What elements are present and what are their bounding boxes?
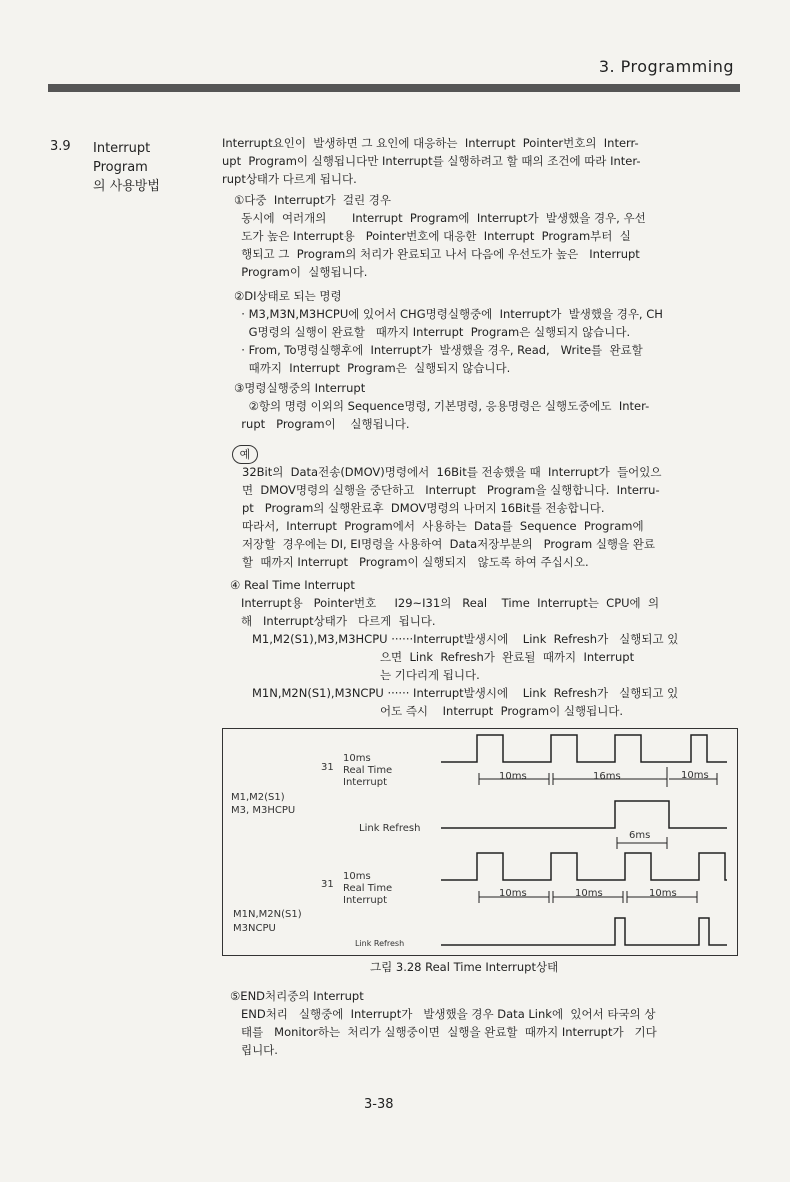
cpu-label: M3NCPU	[233, 923, 276, 934]
section-number: 3.9	[50, 139, 71, 154]
text-line: ②DI상태로 되는 명령	[234, 289, 342, 303]
text-line: G명령의 실행이 완료할 때까지 Interrupt Program은 실행되지 않습니다.	[234, 325, 631, 339]
section-title	[93, 139, 160, 196]
interval-label: 10ms	[575, 888, 603, 899]
link-refresh-label: Link Refresh	[359, 823, 421, 834]
paragraph	[242, 463, 662, 571]
text-line: 저장할 경우에는 DI, EI명령을 사용하여 Data저장부분의 Program 실행을 완료	[242, 537, 656, 551]
text-line: 때까지 Interrupt Program은 실행되지 않습니다.	[234, 361, 511, 375]
link-refresh-waveform	[441, 801, 727, 828]
text-line: · M3,M3N,M3HCPU에 있어서 CHG명령실행중에 Interrupt가 발생했을 경우, CH	[234, 307, 663, 321]
interrupt-waveform	[441, 853, 727, 880]
text-line: 립니다.	[230, 1043, 278, 1057]
cpu-label: M3, M3HCPU	[231, 805, 296, 816]
timing-figure	[222, 728, 738, 956]
signal-label: Interrupt	[343, 895, 388, 906]
signal-label: 10ms	[343, 871, 371, 882]
text-line: ④ Real Time Interrupt	[230, 578, 355, 592]
text-line: · From, To명령실행후에 Interrupt가 발생했을 경우, Read, Write를 완료할	[234, 343, 643, 357]
interval-label: 10ms	[681, 770, 709, 781]
text-line: 32Bit의 Data전송(DMOV)명령에서 16Bit를 전송했을 때 Interrupt가 들어있으	[242, 465, 662, 479]
paragraph	[234, 191, 646, 281]
paragraph	[252, 684, 678, 720]
signal-label: Real Time	[343, 883, 393, 894]
cpu-label: M1N,M2N(S1)	[233, 909, 302, 920]
text-line: pt Program의 실행완료후 DMOV명령의 나머지 16Bit를 전송합니다.	[242, 501, 605, 515]
text-line: 동시에 여러개의 Interrupt Program에 Interrupt가 발생했을 경우, 우선	[234, 211, 646, 225]
text-line: ③명령실행중의 Interrupt	[234, 381, 366, 395]
text-line: ②항의 명령 이외의 Sequence명령, 기본명령, 응용명령은 실행도중에도 Inter-	[234, 399, 650, 413]
header-rule	[48, 84, 740, 92]
link-refresh-waveform	[441, 918, 727, 945]
text-line: 면 DMOV명령의 실행을 중단하고 Interrupt Program을 실행합니다. Interru-	[242, 483, 660, 497]
paragraph	[222, 134, 640, 188]
pointer-number: 31	[321, 879, 334, 890]
paragraph	[230, 576, 659, 630]
text-line: rupt상태가 다르게 됩니다.	[222, 172, 357, 186]
text-line: Program이 실행됩니다.	[234, 265, 368, 279]
paragraph	[234, 287, 663, 377]
text-line: 해 Interrupt상태가 다르게 됩니다.	[230, 614, 436, 628]
text-line: 도가 높은 Interrupt용 Pointer번호에 대응한 Interrupt Program부터 실	[234, 229, 631, 243]
interval-label: 16ms	[593, 771, 621, 782]
timing-diagram	[223, 729, 737, 955]
signal-label: 10ms	[343, 753, 371, 764]
text-line: upt Program이 실행됩니다만 Interrupt를 실행하려고 할 때의 조건에 따라 Inter-	[222, 154, 641, 168]
text-line: Interrupt요인이 발생하면 그 요인에 대응하는 Interrupt Pointer번호의 Interr-	[222, 136, 639, 150]
text-line: rupt Program이 실행됩니다.	[234, 417, 410, 431]
paragraph	[252, 630, 678, 684]
section-title-line: Program	[93, 160, 148, 175]
signal-label: Real Time	[343, 765, 393, 776]
link-refresh-label: Link Refresh	[355, 939, 405, 948]
text-line: ⑤END처리중의 Interrupt	[230, 989, 364, 1003]
text-line: 는 기다리게 됩니다.	[252, 668, 480, 682]
interval-label: 10ms	[499, 888, 527, 899]
section-title-line: Interrupt	[93, 141, 151, 156]
interrupt-waveform	[441, 735, 727, 762]
figure-caption: 그림 3.28 Real Time Interrupt상태	[370, 960, 559, 974]
link-interval-label: 6ms	[629, 830, 651, 841]
text-line: ①다중 Interrupt가 걸린 경우	[234, 193, 391, 207]
chapter-header: 3. Programming	[598, 57, 734, 76]
page-number: 3-38	[364, 1097, 394, 1112]
text-line: END처리 실행중에 Interrupt가 발생했을 경우 Data Link에 있어서 타국의 상	[230, 1007, 656, 1021]
text-line: 으면 Link Refresh가 완료될 때까지 Interrupt	[252, 650, 635, 664]
signal-label: Interrupt	[343, 777, 388, 788]
paragraph	[230, 987, 657, 1059]
interval-label: 10ms	[649, 888, 677, 899]
text-line: M1,M2(S1),M3,M3HCPU ······Interrupt발생시에 Link Refresh가 실행되고 있	[252, 632, 679, 646]
text-line: 태를 Monitor하는 처리가 실행중이면 실행을 완료할 때까지 Interrupt가 기다	[230, 1025, 657, 1039]
text-line: 할 때까지 Interrupt Program이 실행되지 않도록 하여 주십시오.	[242, 555, 589, 569]
text-line: 행되고 그 Program의 처리가 완료되고 나서 다음에 우선도가 높은 Interrupt	[234, 247, 640, 261]
text-line: 따라서, Interrupt Program에서 사용하는 Data를 Sequence Program에	[242, 519, 644, 533]
example-badge: 예	[232, 445, 258, 464]
text-line: M1N,M2N(S1),M3NCPU ······ Interrupt발생시에 Link Refresh가 실행되고 있	[252, 686, 679, 700]
paragraph	[234, 379, 649, 433]
section-title-line: 의 사용방법	[93, 179, 160, 194]
text-line: 어도 즉시 Interrupt Program이 실행됩니다.	[252, 704, 624, 718]
text-line: Interrupt용 Pointer번호 I29~I31의 Real Time Interrupt는 CPU에 의	[230, 596, 660, 610]
cpu-label: M1,M2(S1)	[231, 792, 285, 803]
interval-label: 10ms	[499, 771, 527, 782]
pointer-number: 31	[321, 762, 334, 773]
